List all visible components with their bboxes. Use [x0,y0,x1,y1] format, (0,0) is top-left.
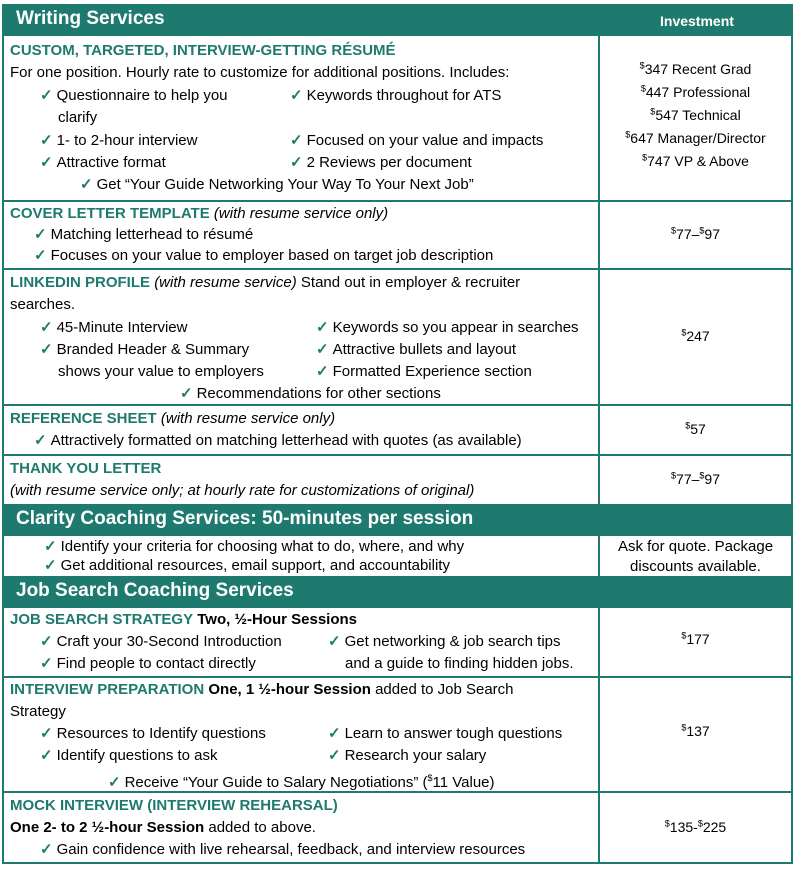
list-item: ✓ Get additional resources, email support, and accountability [44,557,450,574]
reference-sheet-heading: REFERENCE SHEET (with resume service only) [10,410,336,427]
mock-interview-price: $135-$225 [664,818,727,835]
list-item: ✓ Attractive format [40,154,166,171]
interview-preparation-price: $137 [681,722,710,739]
price-professional: $447 Professional [640,83,751,100]
linkedin-price: $247 [681,327,710,344]
list-item: ✓ Find people to contact directly [40,655,256,672]
row-divider [2,404,793,406]
job-search-title: Job Search Coaching Services [16,580,294,601]
check-icon: ✓ [316,363,329,380]
cover-letter-price: $77–$97 [671,225,720,242]
list-item: ✓ Branded Header & Summary [40,341,250,358]
resume-description: For one position. Hourly rate to customize for additional positions. Includes: [10,64,510,81]
price-technical: $547 Technical [650,106,741,123]
job-search-strategy-heading: JOB SEARCH STRATEGY Two, ½-Hour Sessions [10,611,357,628]
list-item: ✓ Attractively formatted on matching letterhead with quotes (as available) [34,432,522,449]
clarity-coaching-title: Clarity Coaching Services: 50-minutes per session [16,508,474,529]
cover-letter-heading: COVER LETTER TEMPLATE (with resume service only) [10,205,389,222]
list-item: ✓ Attractive bullets and layout [316,341,517,358]
check-icon: ✓ [180,385,193,402]
quote-line: Ask for quote. Package [617,538,774,555]
thank-you-letter-price: $77–$97 [671,470,720,487]
check-icon: ✓ [40,319,53,336]
check-icon: ✓ [44,557,57,574]
check-icon: ✓ [40,87,53,104]
list-item: ✓ Get networking & job search tips [328,633,561,650]
list-item: ✓ Recommendations for other sections [180,385,441,402]
list-item: ✓ Resources to Identify questions [40,725,266,742]
list-item: ✓ 2 Reviews per document [290,154,472,171]
list-item: ✓ Focused on your value and impacts [290,132,544,149]
list-item: ✓ Focuses on your value to employer based on target job description [34,247,494,264]
list-item: ✓ Learn to answer tough questions [328,725,563,742]
mock-interview-description: One 2- to 2 ½-hour Session added to above. [10,819,316,836]
list-item: ✓ Craft your 30-Second Introduction [40,633,282,650]
mock-interview-title: MOCK INTERVIEW (INTERVIEW REHEARSAL) [10,797,338,814]
check-icon: ✓ [290,87,303,104]
list-item: ✓ Matching letterhead to résumé [34,226,254,243]
list-item: ✓ Questionnaire to help you [40,87,228,104]
row-divider [2,676,793,678]
check-icon: ✓ [316,319,329,336]
list-item: ✓ 45-Minute Interview [40,319,188,336]
writing-services-title: Writing Services [16,8,165,29]
list-item: ✓ Keywords so you appear in searches [316,319,579,336]
writing-services-header [2,4,793,36]
interview-preparation-desc-continued: Strategy [10,703,66,720]
row-divider [2,268,793,270]
check-icon: ✓ [80,176,93,193]
check-icon: ✓ [40,655,53,672]
check-icon: ✓ [290,154,303,171]
list-item: ✓ Research your salary [328,747,487,764]
list-item-continued: shows your value to employers [58,363,264,380]
check-icon: ✓ [40,154,53,171]
check-icon: ✓ [40,341,53,358]
check-icon: ✓ [40,132,53,149]
list-item: ✓ Identify questions to ask [40,747,218,764]
investment-header: Investment [660,13,734,29]
row-divider [2,454,793,456]
check-icon: ✓ [34,247,47,264]
check-icon: ✓ [40,633,53,650]
check-icon: ✓ [328,633,341,650]
linkedin-heading: LINKEDIN PROFILE (with resume service) Stand out in employer & recruiter [10,274,521,291]
check-icon: ✓ [40,725,53,742]
price-manager-director: $647 Manager/Director [625,129,766,146]
thank-you-letter-title: THANK YOU LETTER [10,460,162,477]
price-vp-above: $747 VP & Above [642,152,749,169]
check-icon: ✓ [316,341,329,358]
check-icon: ✓ [34,226,47,243]
list-item: ✓ Get “Your Guide Networking Your Way To Your Next Job” [80,176,474,193]
list-item: ✓ 1- to 2-hour interview [40,132,198,149]
job-search-header [2,576,793,608]
check-icon: ✓ [328,725,341,742]
check-icon: ✓ [34,432,47,449]
thank-you-letter-note: (with resume service only; at hourly rate for customizations of original) [10,482,475,499]
linkedin-description-continued: searches. [10,296,76,313]
check-icon: ✓ [44,538,57,555]
price-recent-grad: $347 Recent Grad [639,60,752,77]
clarity-coaching-header [2,504,793,536]
check-icon: ✓ [40,841,53,858]
check-icon: ✓ [40,747,53,764]
quote-line: discounts available. [630,558,761,575]
list-item: ✓ Keywords throughout for ATS [290,87,502,104]
check-icon: ✓ [108,774,121,791]
list-item-continued: clarify [58,109,98,126]
job-search-strategy-price: $177 [681,630,710,647]
list-item: ✓ Identify your criteria for choosing what to do, where, and why [44,538,465,555]
check-icon: ✓ [290,132,303,149]
interview-preparation-heading: INTERVIEW PREPARATION One, 1 ½-hour Session added to Job Search [10,681,514,698]
resume-price-list [600,58,791,173]
reference-sheet-price: $57 [685,420,706,437]
clarity-quote [600,537,791,577]
list-item-continued: and a guide to finding hidden jobs. [345,655,574,672]
list-item: ✓ Gain confidence with live rehearsal, feedback, and interview resources [40,841,526,858]
resume-title: CUSTOM, TARGETED, INTERVIEW-GETTING RÉSUMÉ [10,42,396,59]
list-item: ✓ Receive “Your Guide to Salary Negotiations” ($11 Value) [108,773,495,791]
list-item: ✓ Formatted Experience section [316,363,532,380]
row-divider [2,200,793,202]
check-icon: ✓ [328,747,341,764]
